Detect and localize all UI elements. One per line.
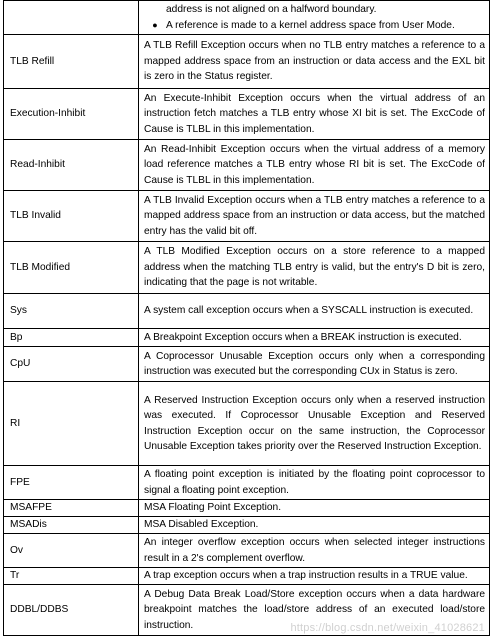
exception-description-cell: A Debug Data Break Load/Store exception occurs when a data hardware breakpoint matches the load/store address of an executed load/store instruction. <box>139 585 490 636</box>
exception-description-cell: An integer overflow exception occurs when selected integer instructions result in a 2's complement overflow. <box>139 534 490 568</box>
table-row <box>4 89 490 140</box>
bullet-icon: ● <box>152 19 158 30</box>
table-row <box>4 568 490 585</box>
exception-description-cell: A floating point exception is initiated by the floating point coprocessor to signal a floating point exception. <box>139 466 490 500</box>
exception-description-cell: A Breakpoint Exception occurs when a BREAK instruction is executed. <box>139 329 490 347</box>
exception-table-body <box>4 1 490 636</box>
table-row <box>4 1 490 35</box>
exception-name-cell: TLB Modified <box>4 242 139 294</box>
exception-name-cell: RI <box>4 382 139 466</box>
exception-table <box>3 0 490 636</box>
exception-name-cell: Ov <box>4 534 139 568</box>
table-row <box>4 191 490 242</box>
exception-name-cell: Bp <box>4 329 139 347</box>
exception-name-cell: Execution-Inhibit <box>4 89 139 140</box>
exception-description-cell: An Execute-Inhibit Exception occurs when the virtual address of an instruction fetch matches a TLB entry whose XI bit is set. The ExcCode of Cause is TLBL in this implementation. <box>139 89 490 140</box>
exception-name-cell: TLB Invalid <box>4 191 139 242</box>
exception-name-cell <box>4 1 139 35</box>
table-row <box>4 517 490 534</box>
exception-description-cell <box>139 1 490 35</box>
exception-name-cell: MSAFPE <box>4 500 139 517</box>
exception-name-cell: TLB Refill <box>4 35 139 89</box>
exception-name-cell: FPE <box>4 466 139 500</box>
exception-name-cell: Sys <box>4 294 139 329</box>
exception-description-cell: A TLB Modified Exception occurs on a store reference to a mapped address when the matching TLB entry is valid, but the entry's D bit is zero, indicating that the page is not writable. <box>139 242 490 294</box>
exception-name-cell: MSADis <box>4 517 139 534</box>
exception-description-cell: A system call exception occurs when a SYSCALL instruction is executed. <box>139 294 490 329</box>
exception-name-cell: Read-Inhibit <box>4 140 139 191</box>
exception-name-cell: Tr <box>4 568 139 585</box>
bullet-text: A reference is made to a kernel address space from User Mode. <box>166 19 455 31</box>
table-row <box>4 466 490 500</box>
exception-name-cell: DDBL/DDBS <box>4 585 139 636</box>
exception-description-cell: A trap exception occurs when a trap instruction results in a TRUE value. <box>139 568 490 585</box>
table-row <box>4 329 490 347</box>
exception-description-cell: An Read-Inhibit Exception occurs when the virtual address of a memory load reference matches a TLB entry whose RI bit is set. The ExcCode of Cause is TLBL in this implementation. <box>139 140 490 191</box>
table-row <box>4 242 490 294</box>
exception-description-cell: MSA Floating Point Exception. <box>139 500 490 517</box>
exception-description-cell: MSA Disabled Exception. <box>139 517 490 534</box>
table-row <box>4 347 490 382</box>
exception-description-cell: A TLB Invalid Exception occurs when a TLB entry matches a reference to a mapped address space from an instruction or data access, but the matched entry has the valid bit off. <box>139 191 490 242</box>
exception-description-cell: A Coprocessor Unusable Exception occurs only when a corresponding instruction was executed but the corresponding CUx in Status is zero. <box>139 347 490 382</box>
bullet-item <box>144 18 485 34</box>
continued-text: address is not aligned on a halfword boundary. <box>166 4 377 15</box>
exception-description-cell: A Reserved Instruction Exception occurs only when a reserved instruction was executed. If Coprocessor Unusable Exception and Reserved Instruction Exception occur on the same instruction, the Coprocessor Unusable Exception takes priority over the Reserved Instruction Exception. <box>139 382 490 466</box>
table-row <box>4 534 490 568</box>
watermark: https://blog.csdn.net/weixin_41028621 <box>290 622 485 634</box>
table-row <box>4 500 490 517</box>
table-row <box>4 35 490 89</box>
exception-name-cell: CpU <box>4 347 139 382</box>
exception-description-cell: A TLB Refill Exception occurs when no TLB entry matches a reference to a mapped address space from an instruction or data access and the EXL bit is zero in the Status register. <box>139 35 490 89</box>
table-row <box>4 294 490 329</box>
table-row <box>4 382 490 466</box>
table-row <box>4 140 490 191</box>
